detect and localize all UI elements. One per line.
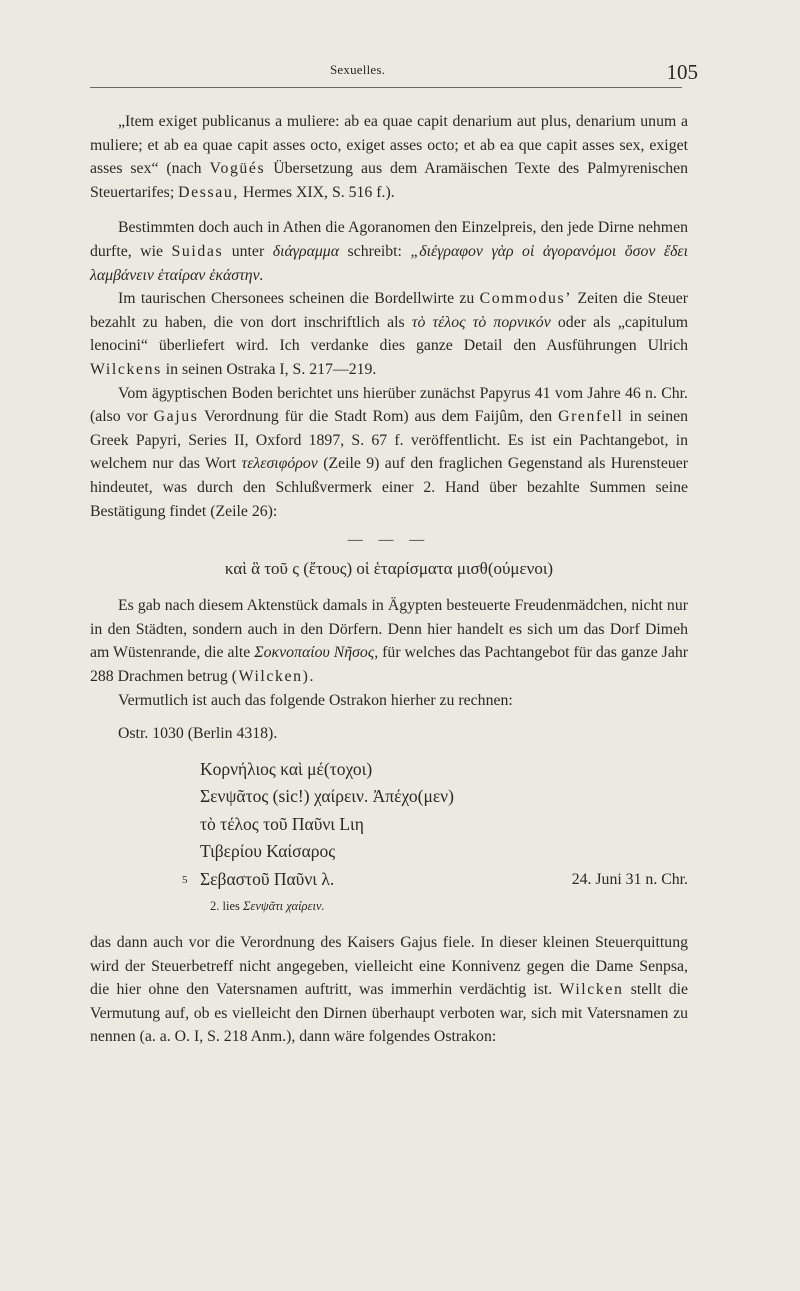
paragraph-text: oder als „capitulum lenocini“ überliefert wird. Ich verdanke dies ganze Detail den Ausführungen Ulrich [90, 313, 689, 355]
quote-text: „Item exiget publicanus a muliere: ab ea quae capit denarium aut plus, denarium unum a muliere; et ab ea quae capit asses octo, exiget asses octo; et ab ea que capit asses sex, exiget asses sex“ (nach [90, 113, 688, 178]
paragraph-text: für welches das Pachtangebot für das ganze Jahr 288 Drachmen betrug [90, 644, 688, 686]
author-name: Suidas [171, 242, 224, 260]
greek-text: τὸ τέλος τὸ πορνικόν [411, 313, 551, 331]
paragraph-gap [90, 204, 688, 216]
paragraph-athens [90, 216, 688, 287]
author-name: Grenfell [558, 408, 624, 426]
paragraph-text: das dann auch vor die Verordnung des Kaisers Gajus fiele. In dieser kleinen Steuerquittung wird der Steuerbetreff nicht angegeben, vielleicht eine Konnivenz gegen die Dame Senpsa, die hier ohne den Vatersnamen auftritt, was immerhin verdächtig ist. [90, 933, 688, 999]
ostrakon-line-text: Σεβαστοῦ Παῦνι λ. [200, 868, 335, 889]
greek-text: τελεσιφόρον [241, 455, 318, 473]
paragraph-text: Im taurischen Chersonees scheinen die Bordellwirte zu [118, 290, 475, 308]
author-name: Vogüés [209, 160, 266, 178]
ostrakon-footnote [210, 895, 688, 919]
author-name: Dessau, [178, 183, 239, 201]
greek-text: Σενψᾶτι χαίρειν. [242, 899, 325, 914]
paragraph-text: Zeiten die Steuer bezahlt zu haben, die von dort inschriftlich als [90, 290, 689, 331]
author-name: Commodus’ [479, 290, 573, 308]
ostrakon-date: 24. Juni 31 n. Chr. [571, 870, 688, 888]
paragraph-conclusion [90, 931, 688, 1049]
ostrakon-reference: Ostr. 1030 (Berlin 4318). [118, 725, 278, 743]
author-name: (Wilcken). [231, 668, 316, 686]
ostrakon-line: τὸ τέλος τοῦ Παῦνι Lιη [200, 813, 364, 834]
dash-separator: — — — [347, 532, 431, 549]
page-number: 105 [666, 60, 698, 84]
author-name: Wilcken [559, 981, 624, 999]
ostrakon-line: Τιβερίου Καίσαρος [200, 841, 336, 862]
author-name: Gajus [153, 408, 199, 426]
ostrakon-line: Κορνήλιος καὶ μέ(τοχοι) [200, 758, 373, 779]
header-rule [90, 87, 682, 88]
paragraph-text: Hermes XIX, S. 516 f.). [242, 183, 395, 201]
greek-quotation: καὶ ἃ τοῦ ς (ἔτους) οἱ ἑταρίσματα μισθ(ούμενοι) [224, 558, 554, 578]
paragraph-papyrus [90, 382, 688, 524]
paragraph-text: stellt die Vermutung auf, ob es vielleicht den Dirnen überhaupt verboten war, sich mit Vatersnamen zu nennen (a. a. O. I, S. 218 Anm.), dann wäre folgendes Ostrakon: [90, 981, 688, 1046]
paragraph-quote [90, 110, 688, 204]
author-name: Wilckens [90, 360, 162, 378]
ostrakon-line: Σενψᾶτος (sic!) χαίρειν. Ἀπέχο(μεν) [200, 786, 454, 807]
running-title: Sexuelles. [330, 62, 386, 77]
paragraph-text: Bestimmten doch auch in Athen die Agoranomen den Einzelpreis, den jede Dirne nehmen durfte, wie [90, 219, 688, 260]
ostrakon-text [182, 756, 688, 894]
paragraph-text: Übersetzung aus dem Aramäischen Texte des Palmyrenischen Steuertarifes; [90, 160, 689, 201]
paragraph-text: Vom ägyptischen Boden berichtet uns hierüber zunächst Papyrus 41 vom Jahre 46 n. Chr. (also vor [90, 384, 688, 426]
ostrakon-line-5 [182, 866, 688, 894]
line-number: 5 [182, 873, 188, 886]
paragraph-text: in seinen Ostraka I, S. 217—219. [165, 360, 377, 378]
paragraph-text: in seinen Greek Papyri, Series II, Oxford 1897, S. 67 f. veröffentlicht. Es ist ein Pachtangebot, in welchem nur das Wort [90, 408, 689, 473]
paragraph-freudenmaedchen [90, 594, 688, 688]
paragraph-text: Vermutlich ist auch das folgende Ostrakon hierher zu rechnen: [118, 691, 513, 709]
paragraph-text: Es gab nach diesem Aktenstück damals in Ägypten besteuerte Freudenmädchen, nicht nur in den Städten, sondern auch in den Dörfern. Denn hier handelt es sich um das Dorf Dimeh am Wüstenrande, die alte [90, 597, 688, 662]
greek-text: διάγραμμα [272, 242, 340, 260]
paragraph-text: (Zeile 9) auf den fraglichen Gegenstand als Hurensteuer hindeutet, was durch den Schlußvermerk einer 2. Hand über bezahlte Summen seine Bestätigung findet (Zeile 26): [90, 455, 688, 520]
page-header [90, 60, 698, 92]
page-body [90, 110, 688, 1049]
paragraph-chersonees [90, 287, 688, 381]
paragraph-text: Verordnung für die Stadt Rom) aus dem Faijûm, den [204, 408, 553, 426]
ostrakon-heading [90, 722, 688, 746]
greek-text: Σοκνοπαίου Νῆσος, [254, 644, 379, 662]
paragraph-text: schreibt: [347, 242, 402, 260]
paragraph-ostrakon-intro [90, 689, 688, 713]
greek-text: „διέγραφον γὰρ οἱ ἀγορανόμοι ὅσον ἔδει λαμβάνειν ἑταίραν ἑκάστην. [90, 242, 689, 284]
footnote-text: 2. lies [210, 899, 240, 914]
paragraph-text: unter [231, 242, 265, 260]
